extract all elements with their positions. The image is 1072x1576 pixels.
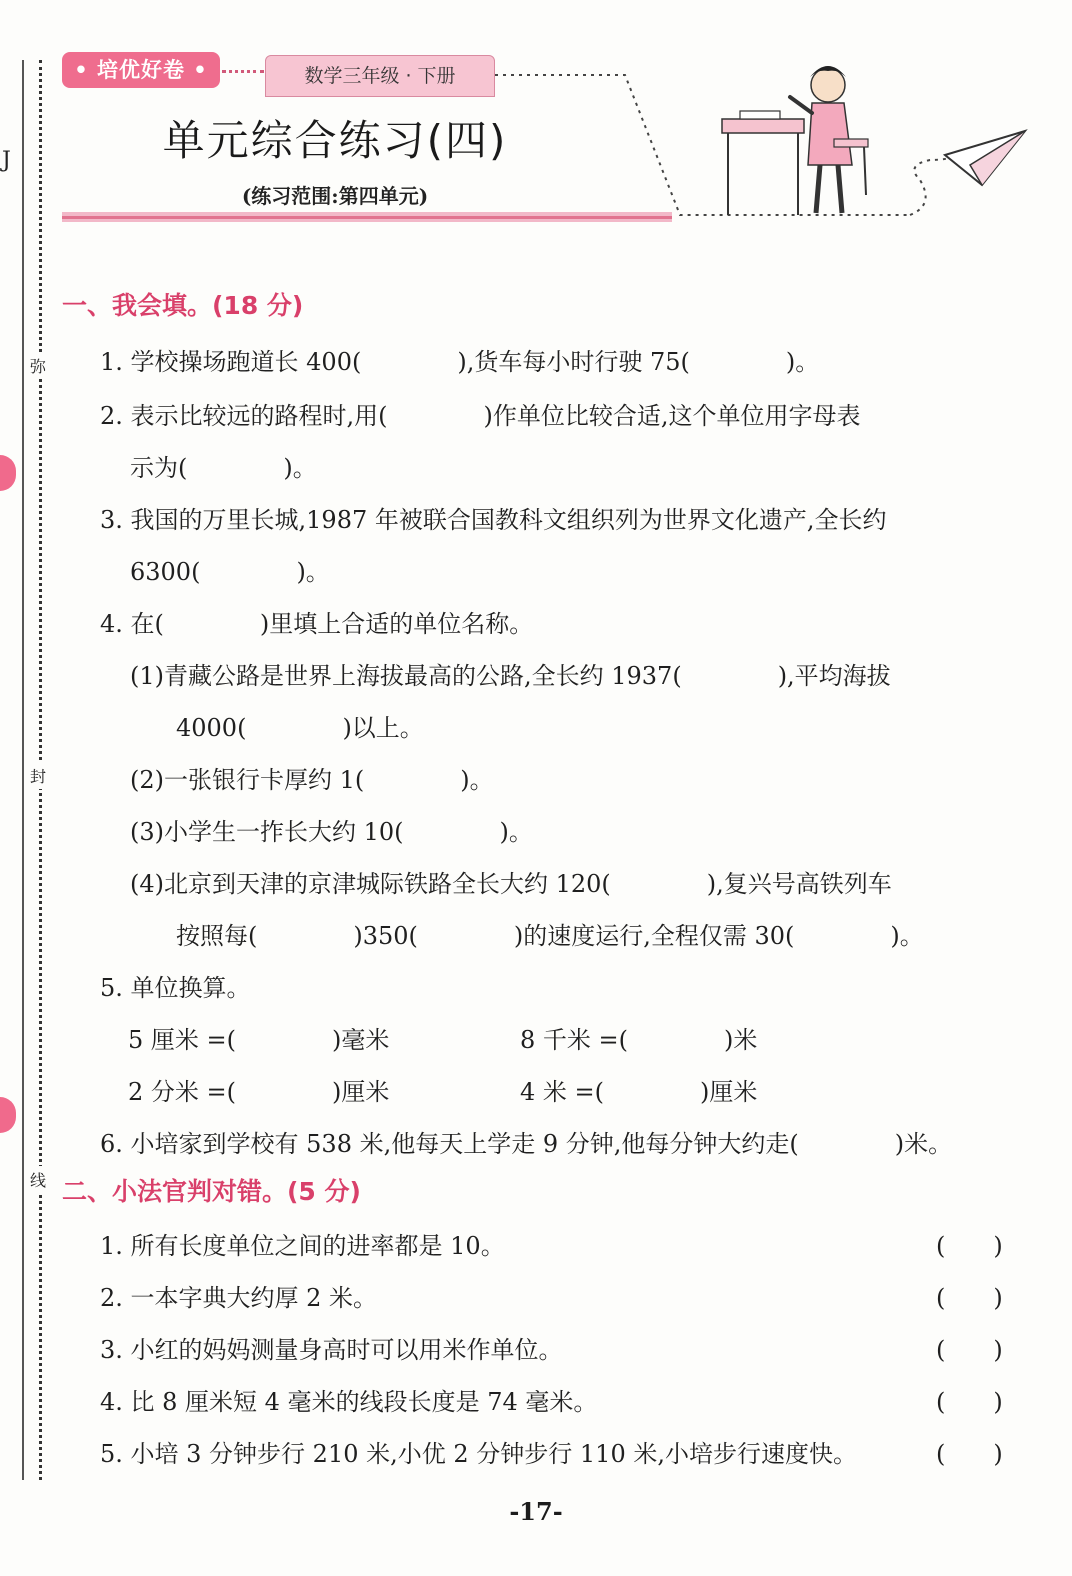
question-4: 4. 在( )里填上合适的单位名称。 bbox=[100, 610, 534, 638]
question-2-cont: 示为( )。 bbox=[130, 454, 317, 482]
question-4-4-cont: 按照每( )350( )的速度运行,全程仅需 30( )。 bbox=[176, 922, 924, 950]
conversion-item: 4 米 =( )厘米 bbox=[520, 1078, 758, 1106]
paper-plane-icon bbox=[945, 131, 1025, 185]
question-3-cont: 6300( )。 bbox=[130, 558, 330, 586]
practice-range-note: (练习范围:第四单元) bbox=[241, 184, 429, 208]
answer-box[interactable]: ( ) bbox=[936, 1440, 1003, 1468]
conversion-item: 2 分米 =( )厘米 bbox=[128, 1078, 390, 1106]
question-6: 6. 小培家到学校有 538 米,他每天上学走 9 分钟,他每分钟大约走( )米。 bbox=[100, 1130, 953, 1158]
question-4-1: (1)青藏公路是世界上海拔最高的公路,全长约 1937( ),平均海拔 bbox=[130, 662, 891, 690]
answer-box[interactable]: ( ) bbox=[936, 1336, 1003, 1364]
pink-side-tab bbox=[0, 1097, 16, 1133]
header-dotted-connector bbox=[222, 70, 264, 73]
question-5: 5. 单位换算。 bbox=[100, 974, 251, 1002]
answer-box[interactable]: ( ) bbox=[936, 1388, 1003, 1416]
question-4-2: (2)一张银行卡厚约 1( )。 bbox=[130, 766, 494, 794]
section-heading-fill: 一、我会填。(18 分) bbox=[62, 291, 304, 320]
margin-char-mi: 弥 bbox=[30, 352, 46, 379]
question-2: 2. 表示比较远的路程时,用( )作单位比较合适,这个单位用字母表 bbox=[100, 402, 861, 430]
title-underline bbox=[62, 212, 672, 222]
page-title: 单元综合练习(四) bbox=[162, 116, 508, 165]
section-heading-judge: 二、小法官判对错。(5 分) bbox=[62, 1177, 361, 1206]
question-4-1-cont: 4000( )以上。 bbox=[176, 714, 424, 742]
page-number: -17- bbox=[509, 1497, 563, 1526]
conversion-item: 8 千米 =( )米 bbox=[520, 1026, 758, 1054]
student-desk-icon bbox=[722, 111, 804, 215]
margin-char-feng: 封 bbox=[30, 762, 46, 789]
judge-item: 4. 比 8 厘米短 4 毫米的线段长度是 74 毫米。 bbox=[100, 1388, 598, 1416]
question-4-3: (3)小学生一拃长大约 10( )。 bbox=[130, 818, 533, 846]
student-figure-icon bbox=[790, 66, 868, 213]
judge-item: 5. 小培 3 分钟步行 210 米,小优 2 分钟步行 110 米,小培步行速度快。 bbox=[100, 1440, 857, 1468]
pink-side-tab bbox=[0, 455, 16, 491]
question-3: 3. 我国的万里长城,1987 年被联合国教科文组织列为世界文化遗产,全长约 bbox=[100, 506, 887, 534]
brand-tag: • 培优好卷 • bbox=[62, 52, 220, 88]
question-4-4: (4)北京到天津的京津城际铁路全长大约 120( ),复兴号高铁列车 bbox=[130, 870, 892, 898]
judge-item: 3. 小红的妈妈测量身高时可以用米作单位。 bbox=[100, 1336, 563, 1364]
margin-edge-line bbox=[22, 60, 24, 1480]
answer-box[interactable]: ( ) bbox=[936, 1232, 1003, 1260]
answer-box[interactable]: ( ) bbox=[936, 1284, 1003, 1312]
conversion-item: 5 厘米 =( )毫米 bbox=[128, 1026, 390, 1054]
judge-item: 1. 所有长度单位之间的进率都是 10。 bbox=[100, 1232, 505, 1260]
judge-item: 2. 一本字典大约厚 2 米。 bbox=[100, 1284, 378, 1312]
side-letter: J bbox=[2, 148, 11, 173]
book-tag: 数学三年级 · 下册 bbox=[265, 55, 495, 97]
margin-char-xian: 线 bbox=[30, 1166, 46, 1193]
question-1: 1. 学校操场跑道长 400( ),货车每小时行驶 75( )。 bbox=[100, 348, 820, 376]
